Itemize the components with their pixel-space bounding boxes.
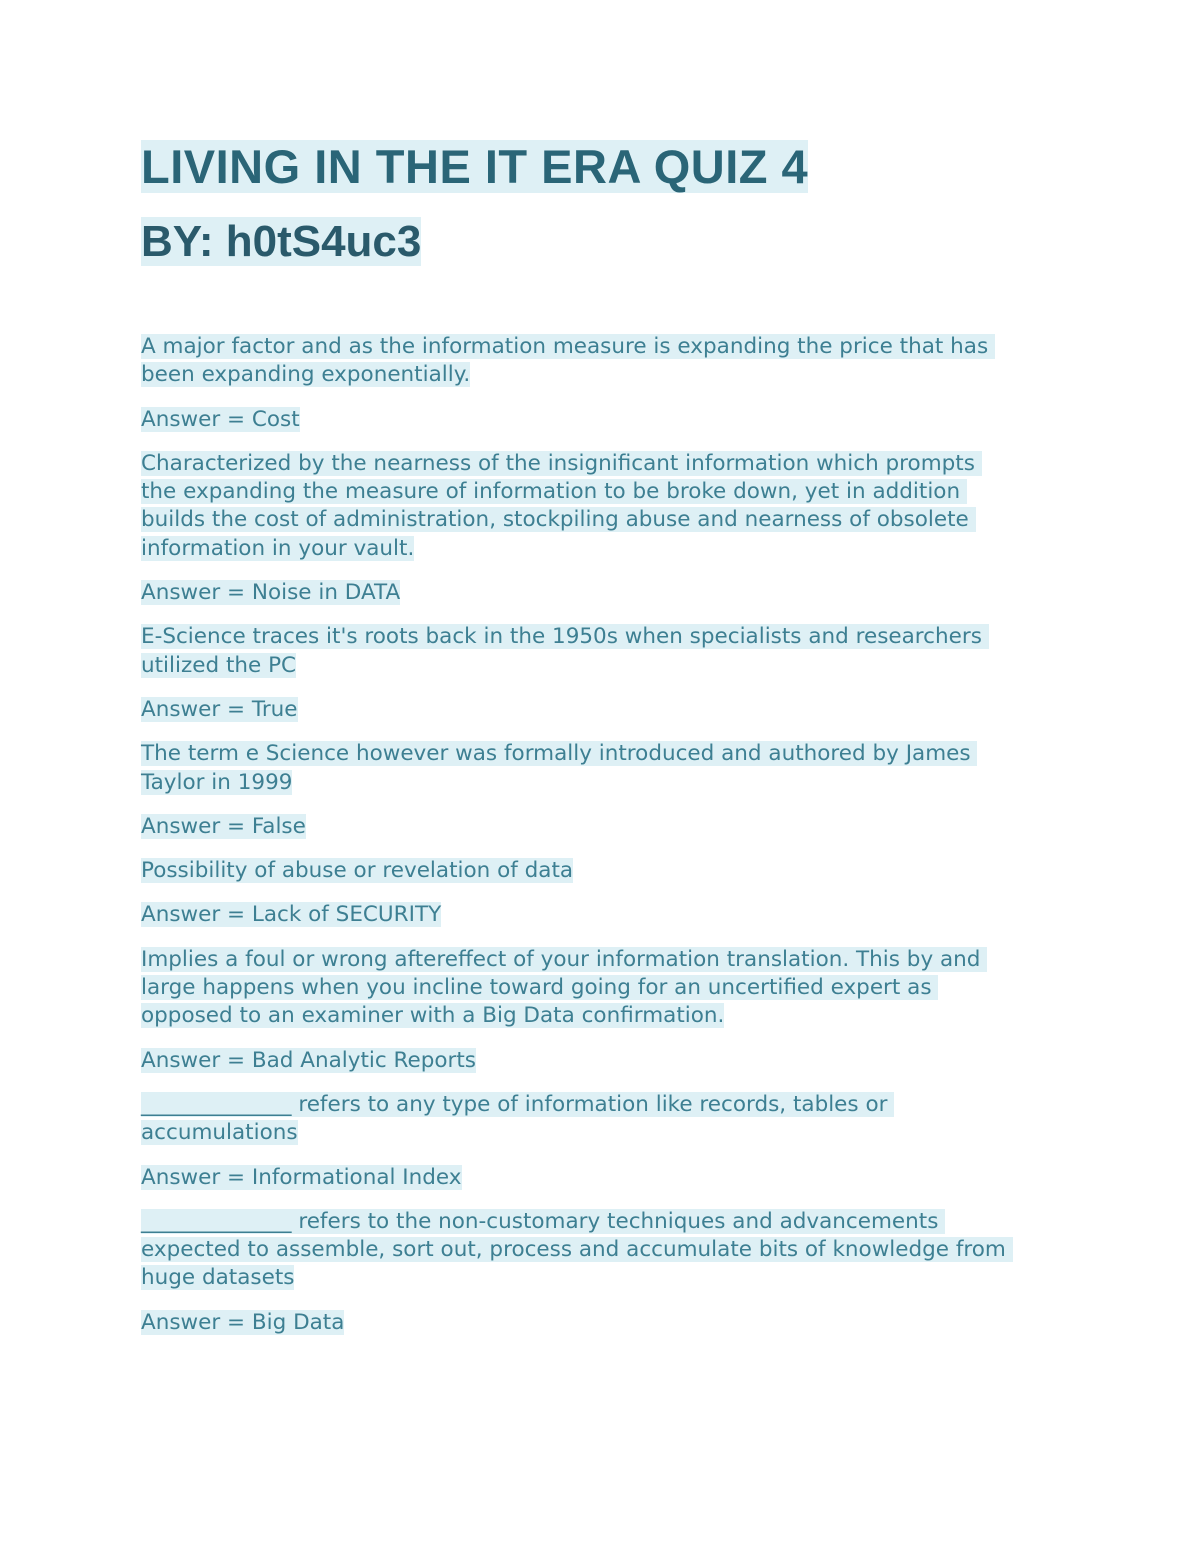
qa-list xyxy=(141,333,1071,1337)
qa-item xyxy=(141,857,1071,930)
qa-item xyxy=(141,1091,1071,1192)
question-text: Characterized by the nearness of the insignificant information which prompts the expanding the measure of information to be broke down, yet in addition builds the cost of administration, stockpiling abuse and nearness of obsolete information in your vault. xyxy=(141,450,1071,563)
answer-text: Answer = Noise in DATA xyxy=(141,580,401,606)
answer-text: Answer = Big Data xyxy=(141,1309,345,1335)
question-text: ______________ refers to any type of information like records, tables or accumulations xyxy=(141,1091,1071,1148)
answer-text: Answer = False xyxy=(141,813,306,839)
qa-item xyxy=(141,333,1071,434)
page-title-text: LIVING IN THE IT ERA QUIZ 4 xyxy=(141,140,809,193)
author-byline xyxy=(141,214,1071,270)
document-body xyxy=(141,138,1071,1353)
answer-text: Answer = Lack of SECURITY xyxy=(141,902,442,928)
answer-text: Answer = Informational Index xyxy=(141,1164,462,1190)
qa-item xyxy=(141,623,1071,724)
page-title xyxy=(141,138,1071,196)
question-text: The term e Science however was formally introduced and authored by James Taylor in 1999 xyxy=(141,740,1071,797)
question-text: Implies a foul or wrong aftereffect of your information translation. This by and large happens when you incline toward going for an uncertified expert as opposed to an examiner with a Big Data confirmation. xyxy=(141,946,1071,1031)
qa-item xyxy=(141,1208,1071,1337)
qa-item xyxy=(141,740,1071,841)
author-byline-text: BY: h0tS4uc3 xyxy=(141,217,422,266)
qa-item xyxy=(141,946,1071,1075)
question-text: A major factor and as the information measure is expanding the price that has been expanding exponentially. xyxy=(141,333,1071,390)
qa-item xyxy=(141,450,1071,607)
answer-text: Answer = Bad Analytic Reports xyxy=(141,1047,477,1073)
question-text: ______________ refers to the non-customary techniques and advancements expected to assemble, sort out, process and accumulate bits of knowledge from huge datasets xyxy=(141,1208,1071,1293)
answer-text: Answer = Cost xyxy=(141,406,300,432)
question-text: Possibility of abuse or revelation of data xyxy=(141,858,574,884)
question-text: E-Science traces it's roots back in the 1950s when specialists and researchers utilized the PC xyxy=(141,623,1071,680)
answer-text: Answer = True xyxy=(141,696,298,722)
